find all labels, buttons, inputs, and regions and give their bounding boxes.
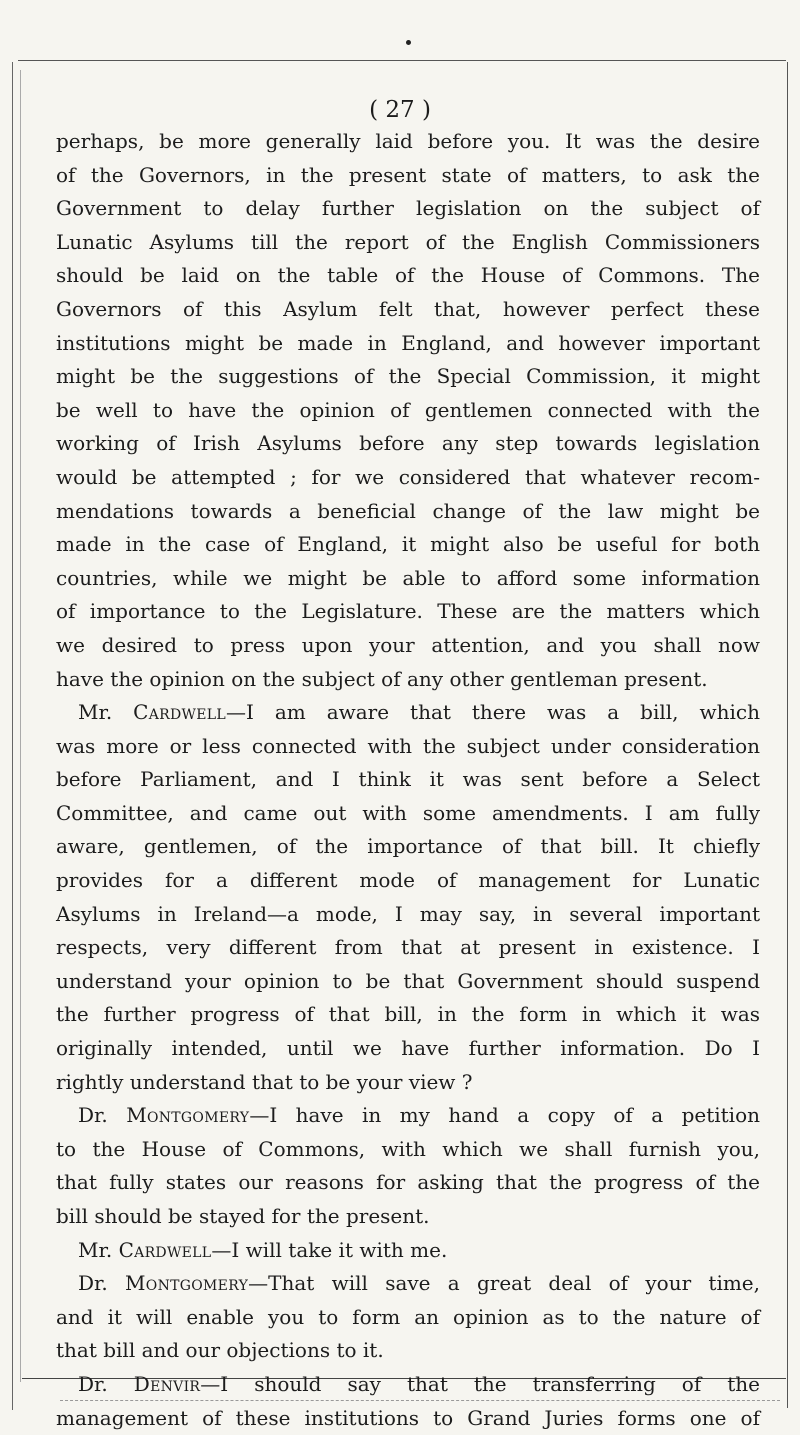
page-border-left-inner — [20, 70, 21, 1382]
speaker-line — [56, 1234, 760, 1268]
text-line: to the House of Commons, with which we shall furnish you, — [56, 1136, 760, 1161]
speaker-text: —I will take it with me. — [211, 1237, 448, 1262]
text-line: might be the suggestions of the Special Commission, it might — [56, 364, 760, 389]
text-line: of the Governors, in the present state of matters, to ask the — [56, 162, 760, 187]
speaker-line — [56, 1267, 760, 1301]
body-text — [56, 125, 760, 1435]
speaker-title: Dr. — [78, 1103, 127, 1128]
speaker-title: Mr. — [78, 1237, 119, 1262]
text-line: mendations towards a beneficial change of the law might be — [56, 498, 760, 523]
page-border-top — [18, 60, 786, 61]
text-line: originally intended, until we have further information. Do I — [56, 1036, 760, 1061]
speaker-text: —I have in my hand a copy of a petition — [249, 1103, 760, 1128]
speaker-title: Dr. — [78, 1371, 134, 1396]
text-line: and it will enable you to form an opinion as to the nature of — [56, 1304, 760, 1329]
text-line: provides for a different mode of management for Lunatic — [56, 868, 760, 893]
ink-speck — [406, 40, 411, 45]
page-number: ( 27 ) — [369, 97, 431, 123]
speaker-line — [56, 1368, 760, 1402]
speaker-name: Denvir — [133, 1371, 201, 1396]
speaker-line — [56, 696, 760, 730]
speaker-name: Cardwell — [118, 1237, 212, 1262]
text-line: Committee, and came out with some amendments. I am fully — [56, 800, 760, 825]
text-line: aware, gentlemen, of the importance of that bill. It chiefly — [56, 834, 760, 859]
text-line: Asylums in Ireland—a mode, I may say, in several important — [56, 901, 760, 926]
text-line: we desired to press upon your attention, and you shall now — [56, 632, 760, 657]
speaker-title: Dr. — [78, 1271, 126, 1296]
text-line: the further progress of that bill, in the form in which it was — [56, 1002, 760, 1027]
text-line: be well to have the opinion of gentlemen connected with the — [56, 397, 760, 422]
text-line: before Parliament, and I think it was sent before a Select — [56, 767, 760, 792]
text-line: of importance to the Legislature. These are the matters which — [56, 599, 760, 624]
text-line: that fully states our reasons for asking that the progress of the — [56, 1170, 760, 1195]
text-line: perhaps, be more generally laid before you. It was the desire — [56, 129, 760, 153]
text-line: should be laid on the table of the House of Commons. The — [56, 263, 760, 288]
text-line: institutions might be made in England, and however important — [56, 330, 760, 355]
text-line: respects, very different from that at present in existence. I — [56, 935, 760, 960]
speaker-text: —That will save a great deal of your time, — [248, 1271, 760, 1296]
speaker-line — [56, 1099, 760, 1133]
text-line: working of Irish Asylums before any step towards legislation — [56, 431, 760, 456]
text-line: rightly understand that to be your view ? — [56, 1069, 473, 1094]
speaker-name: Montgomery — [126, 1103, 250, 1128]
text-line: Lunatic Asylums till the report of the English Commissioners — [56, 229, 760, 254]
text-line: that bill and our objections to it. — [56, 1338, 384, 1363]
text-line: Governors of this Asylum felt that, however perfect these — [56, 296, 760, 321]
speaker-text: —I am aware that there was a bill, which — [225, 700, 760, 725]
text-line: made in the case of England, it might also be useful for both — [56, 532, 760, 557]
speaker-text: —I should say that the transferring of the — [200, 1371, 760, 1396]
text-line: have the opinion on the subject of any other gentleman present. — [56, 666, 708, 691]
page-border-right — [787, 62, 788, 1408]
speaker-title: Mr. — [78, 700, 134, 725]
text-line: countries, while we might be able to afford some information — [56, 565, 760, 590]
speaker-name: Montgomery — [125, 1271, 249, 1296]
page-border-left — [12, 62, 13, 1410]
text-line: management of these institutions to Grand Juries forms one of — [56, 1405, 760, 1430]
speaker-name: Cardwell — [133, 700, 226, 725]
text-line: bill should be stayed for the present. — [56, 1204, 430, 1228]
text-line: would be attempted ; for we considered that whatever recom- — [56, 464, 760, 489]
text-line: understand your opinion to be that Government should suspend — [56, 968, 760, 993]
text-line: Government to delay further legislation on the subject of — [56, 196, 760, 221]
text-line: was more or less connected with the subject under consideration — [56, 733, 760, 758]
